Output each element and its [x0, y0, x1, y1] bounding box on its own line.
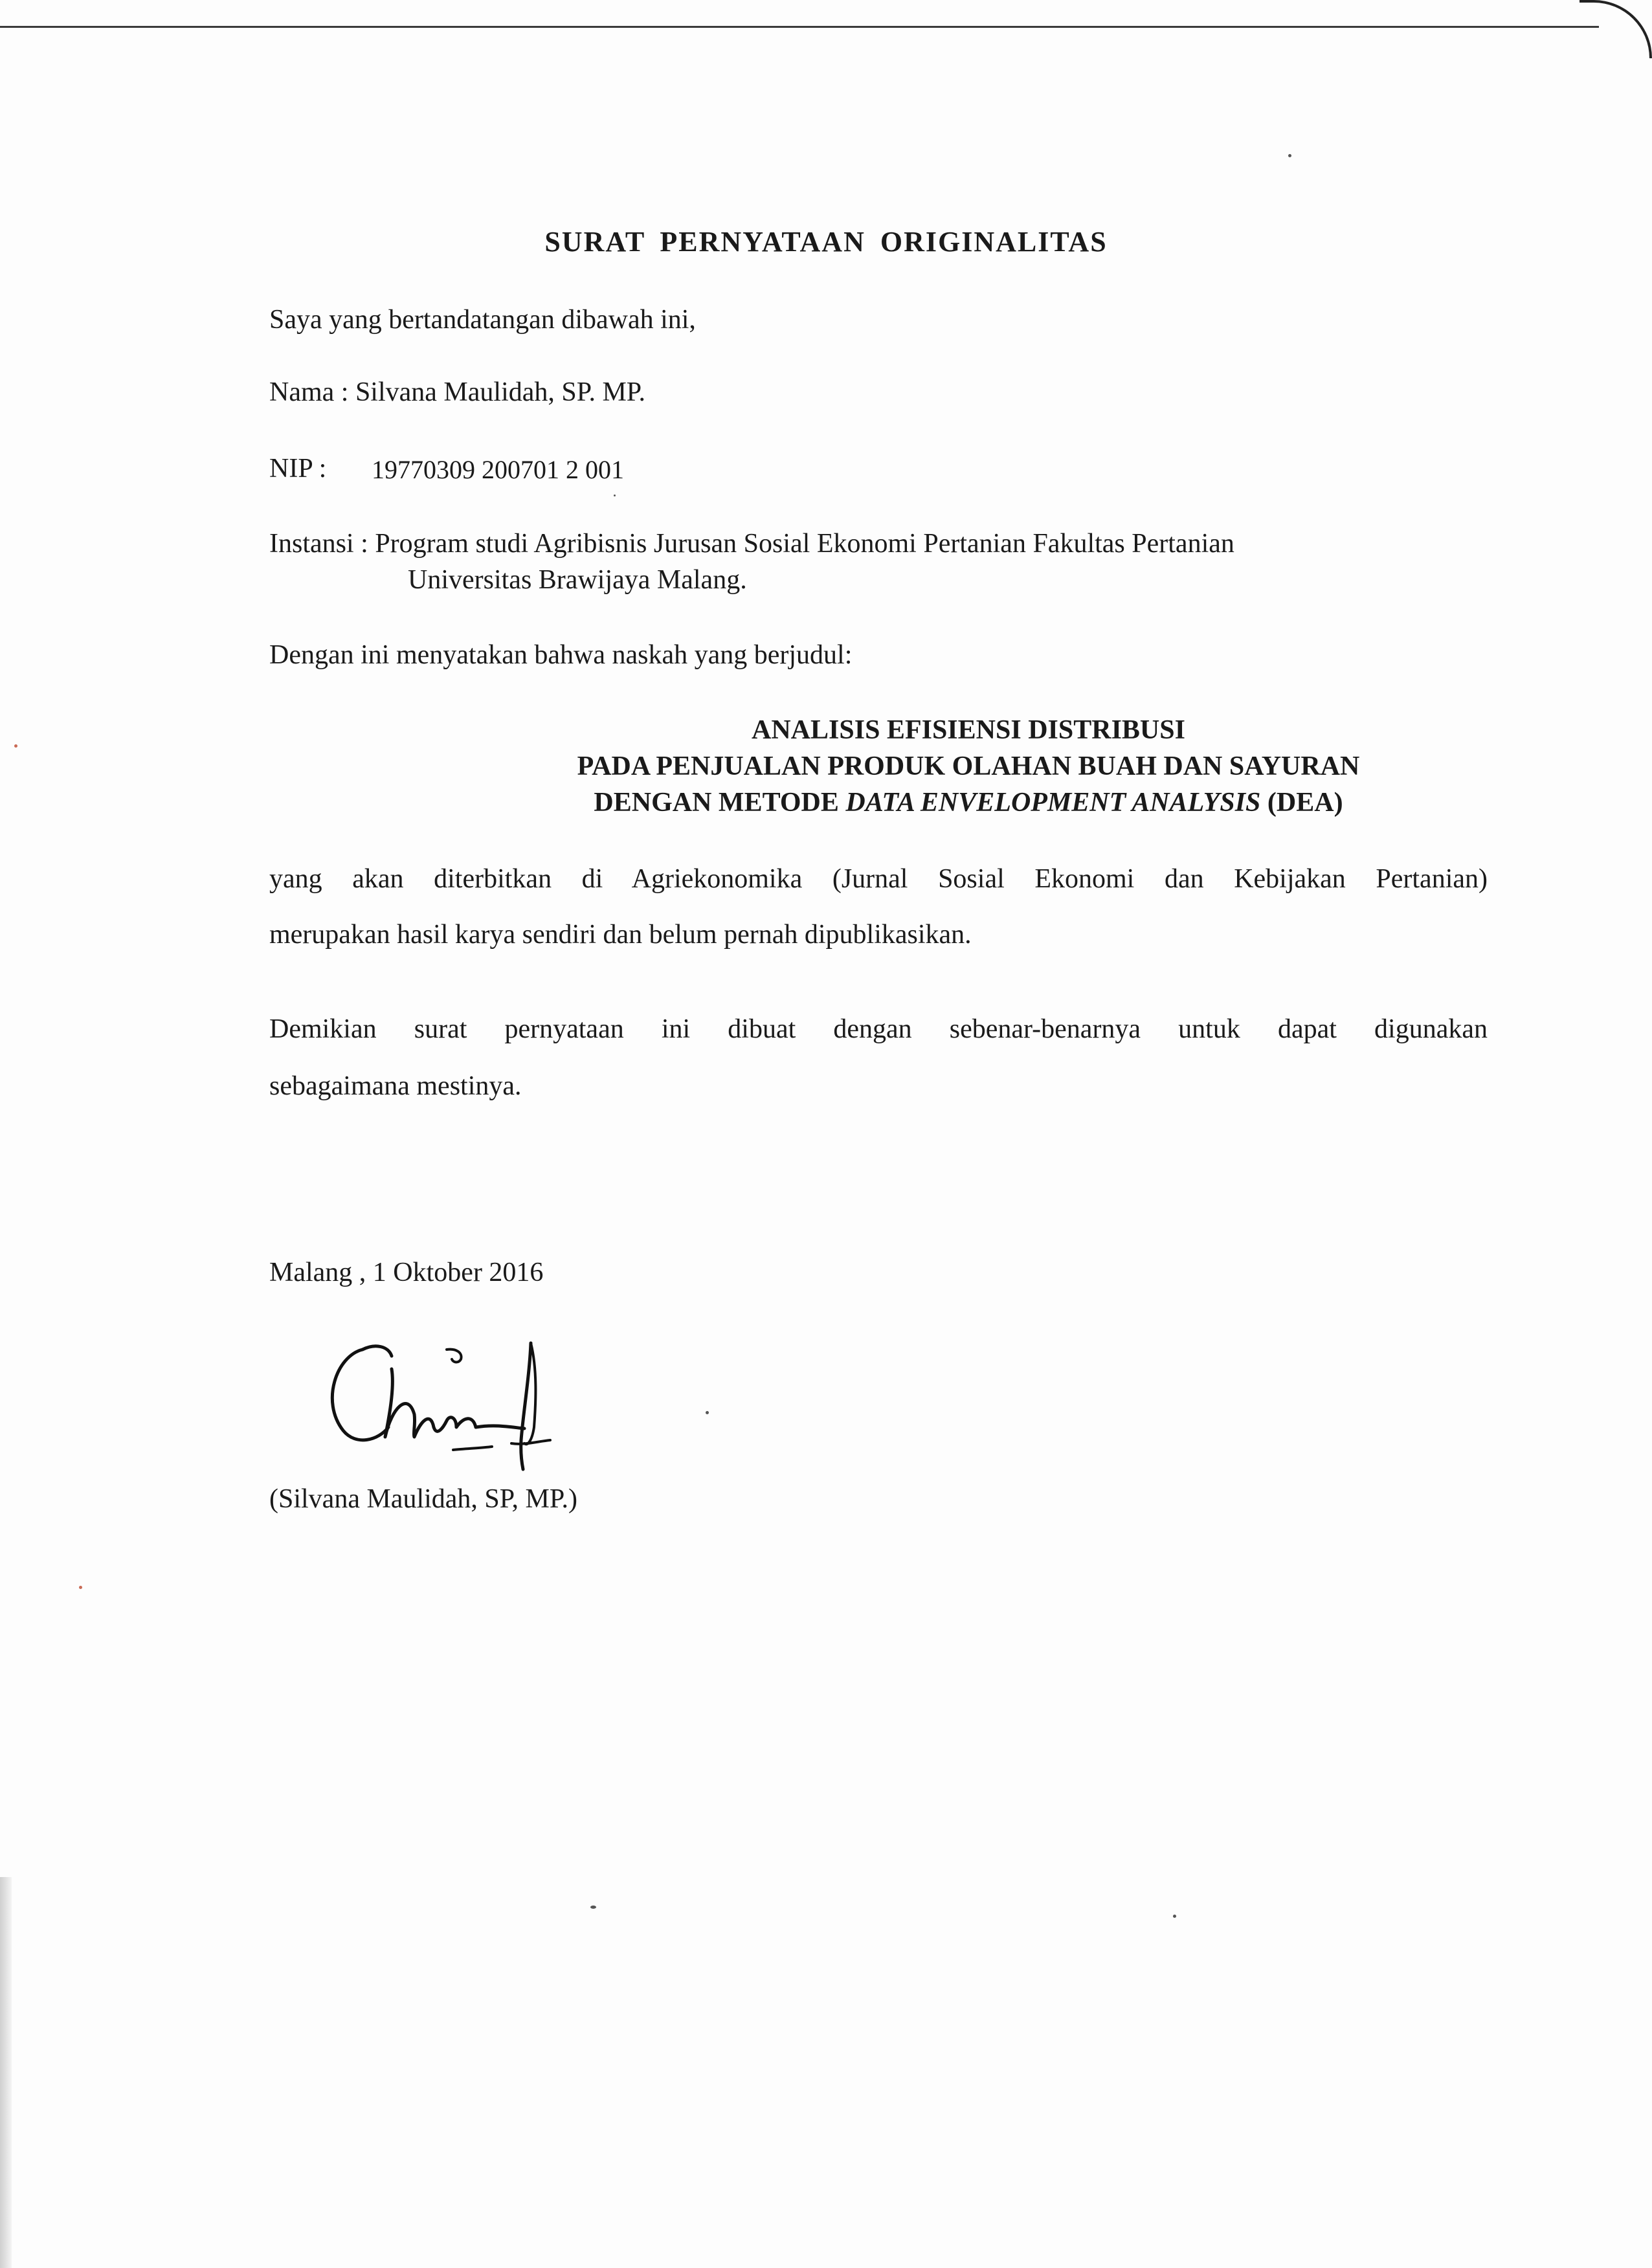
manuscript-title-suffix: (DEA)	[1260, 788, 1343, 817]
nama-field: Nama : Silvana Maulidah, SP. MP.	[269, 377, 646, 407]
scan-speck	[614, 495, 616, 496]
manuscript-title-italic: DATA ENVELOPMENT ANALYSIS	[845, 788, 1261, 817]
scan-speck	[79, 1586, 82, 1589]
closing-line-1: Demikian surat pernyataan ini dibuat dengan sebenar-benarnya untuk dapat digunakan	[269, 1014, 1488, 1044]
nip-label: NIP :	[269, 454, 327, 484]
nip-value: 19770309 200701 2 001	[372, 455, 624, 484]
scan-speck	[1173, 1915, 1176, 1918]
scan-left-shadow	[0, 1877, 12, 2268]
instansi-line-1: Instansi : Program studi Agribisnis Jurusan Sosial Ekonomi Pertanian Fakultas Pertanian	[269, 529, 1234, 559]
scan-page-corner	[1579, 0, 1652, 58]
statement-intro: Dengan ini menyatakan bahwa naskah yang berjudul:	[269, 640, 853, 670]
publication-line-2: merupakan hasil karya sendiri dan belum pernah dipublikasikan.	[269, 920, 972, 950]
scan-speck	[590, 1906, 596, 1909]
handwritten-signature	[317, 1330, 563, 1479]
scan-border-line	[0, 26, 1599, 28]
manuscript-title-line-1: ANALISIS EFISIENSI DISTRIBUSI	[752, 715, 1185, 745]
letter-title: SURAT PERNYATAAN ORIGINALITAS	[544, 226, 1108, 258]
publication-line-1: yang akan diterbitkan di Agriekonomika (Jurnal Sosial Ekonomi dan Kebijakan Pertanian)	[269, 864, 1488, 894]
place-date: Malang , 1 Oktober 2016	[269, 1258, 544, 1287]
scan-speck	[706, 1411, 709, 1414]
closing-line-2: sebagaimana mestinya.	[269, 1071, 522, 1101]
instansi-line-2: Universitas Brawijaya Malang.	[408, 565, 747, 595]
signatory-name: (Silvana Maulidah, SP, MP.)	[269, 1484, 578, 1514]
manuscript-title-prefix: DENGAN METODE	[594, 788, 846, 817]
scan-speck	[1288, 154, 1291, 157]
scan-speck	[14, 744, 17, 748]
manuscript-title-line-2: PADA PENJUALAN PRODUK OLAHAN BUAH DAN SAYURAN	[577, 751, 1360, 781]
manuscript-title-line-3	[142, 787, 1652, 818]
intro-text: Saya yang bertandatangan dibawah ini,	[269, 305, 696, 335]
